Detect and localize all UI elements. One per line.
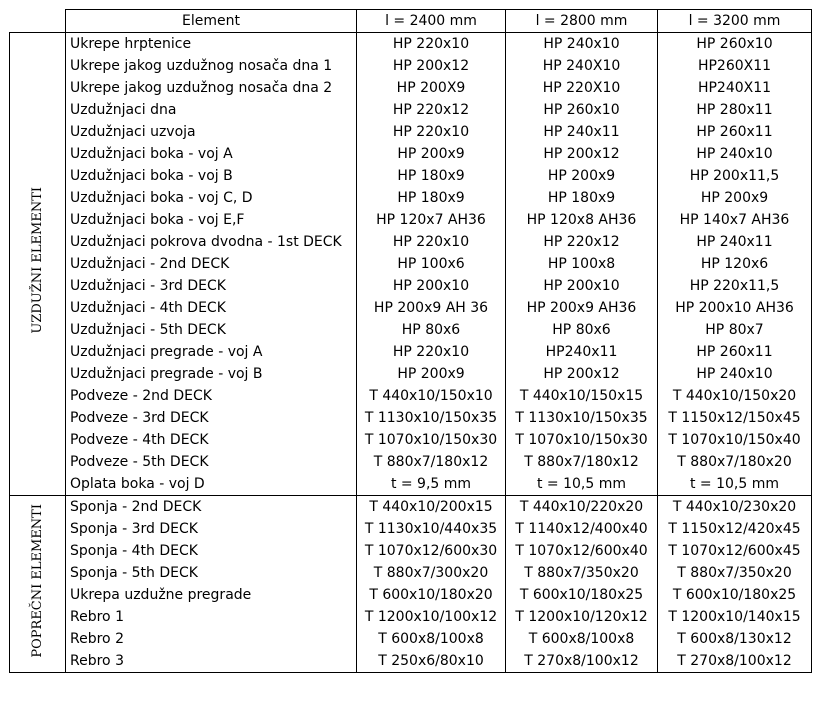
element-name-cell: Sponja - 4th DECK bbox=[66, 540, 357, 562]
dimension-cell: T 270x8/100x12 bbox=[658, 650, 812, 673]
dimension-cell: HP 200x12 bbox=[506, 363, 658, 385]
table-row bbox=[10, 407, 812, 429]
dimension-cell: T 880x7/180x20 bbox=[658, 451, 812, 473]
table-row bbox=[10, 55, 812, 77]
element-name-cell: Rebro 1 bbox=[66, 606, 357, 628]
dimension-cell: HP 120x8 AH36 bbox=[506, 209, 658, 231]
dimension-cell: T 880x7/180x12 bbox=[506, 451, 658, 473]
dimension-cell: HP 200X9 bbox=[357, 77, 506, 99]
table-row bbox=[10, 562, 812, 584]
dimension-cell: HP 200x10 bbox=[506, 275, 658, 297]
dimension-cell: t = 10,5 mm bbox=[506, 473, 658, 496]
table-row bbox=[10, 253, 812, 275]
dimension-cell: HP 180x9 bbox=[357, 187, 506, 209]
dimension-cell: T 880x7/300x20 bbox=[357, 562, 506, 584]
element-name-cell: Uzdužnjaci boka - voj E,F bbox=[66, 209, 357, 231]
table-row bbox=[10, 231, 812, 253]
dimension-cell: HP 100x6 bbox=[357, 253, 506, 275]
element-name-cell: Podveze - 3rd DECK bbox=[66, 407, 357, 429]
element-name-cell: Uzdužnjaci pregrade - voj A bbox=[66, 341, 357, 363]
dimension-cell: HP 200x10 bbox=[357, 275, 506, 297]
dimension-cell: T 1070x10/150x30 bbox=[506, 429, 658, 451]
element-name-cell: Uzdužnjaci - 5th DECK bbox=[66, 319, 357, 341]
dimension-cell: HP 80x6 bbox=[506, 319, 658, 341]
dimension-cell: HP 200x12 bbox=[357, 55, 506, 77]
element-name-cell: Ukrepa uzdužne pregrade bbox=[66, 584, 357, 606]
element-name-cell: Sponja - 5th DECK bbox=[66, 562, 357, 584]
dimension-cell: T 440x10/150x15 bbox=[506, 385, 658, 407]
dimension-cell: t = 10,5 mm bbox=[658, 473, 812, 496]
table-row bbox=[10, 429, 812, 451]
dimension-cell: T 1150x12/420x45 bbox=[658, 518, 812, 540]
dimension-cell: T 440x10/150x10 bbox=[357, 385, 506, 407]
dimension-cell: HP 180x9 bbox=[357, 165, 506, 187]
dimension-cell: HP 80x6 bbox=[357, 319, 506, 341]
dimension-cell: HP 260x11 bbox=[658, 121, 812, 143]
corner-cell bbox=[10, 10, 66, 33]
dimension-cell: T 250x6/80x10 bbox=[357, 650, 506, 673]
dimension-cell: T 1200x10/100x12 bbox=[357, 606, 506, 628]
dimension-cell: T 1070x12/600x30 bbox=[357, 540, 506, 562]
table-row bbox=[10, 275, 812, 297]
element-name-cell: Uzdužnjaci - 4th DECK bbox=[66, 297, 357, 319]
dimension-cell: T 1130x10/150x35 bbox=[506, 407, 658, 429]
dimension-cell: HP 200x9 AH36 bbox=[506, 297, 658, 319]
table-row bbox=[10, 628, 812, 650]
dimension-cell: HP 200x9 bbox=[506, 165, 658, 187]
element-name-cell: Oplata boka - voj D bbox=[66, 473, 357, 496]
dimension-cell: HP 180x9 bbox=[506, 187, 658, 209]
dimension-cell: HP 240x10 bbox=[506, 33, 658, 56]
group-label-cell bbox=[10, 496, 66, 673]
dimension-cell: T 1070x12/600x45 bbox=[658, 540, 812, 562]
element-name-cell: Uzdužnjaci - 2nd DECK bbox=[66, 253, 357, 275]
dimension-cell: HP 220x12 bbox=[506, 231, 658, 253]
dimension-cell: HP260X11 bbox=[658, 55, 812, 77]
table-row bbox=[10, 187, 812, 209]
element-name-cell: Rebro 3 bbox=[66, 650, 357, 673]
dimension-cell: HP 200x12 bbox=[506, 143, 658, 165]
dimension-cell: HP 220x10 bbox=[357, 341, 506, 363]
dimension-cell: HP 260x11 bbox=[658, 341, 812, 363]
dimension-cell: t = 9,5 mm bbox=[357, 473, 506, 496]
dimension-cell: HP 200x9 bbox=[658, 187, 812, 209]
table-row bbox=[10, 33, 812, 56]
dimension-cell: T 1130x10/440x35 bbox=[357, 518, 506, 540]
element-name-cell: Uzdužnjaci boka - voj A bbox=[66, 143, 357, 165]
dimension-cell: T 440x10/230x20 bbox=[658, 496, 812, 519]
dimension-cell: HP 220x12 bbox=[357, 99, 506, 121]
table-row bbox=[10, 584, 812, 606]
dimension-cell: HP 240x10 bbox=[658, 143, 812, 165]
header-length-2400: l = 2400 mm bbox=[357, 10, 506, 33]
dimension-cell: T 440x10/200x15 bbox=[357, 496, 506, 519]
dimension-cell: HP 80x7 bbox=[658, 319, 812, 341]
header-length-3200: l = 3200 mm bbox=[658, 10, 812, 33]
element-name-cell: Podveze - 4th DECK bbox=[66, 429, 357, 451]
dimension-cell: T 600x10/180x25 bbox=[506, 584, 658, 606]
element-name-cell: Podveze - 5th DECK bbox=[66, 451, 357, 473]
group-longitudinal bbox=[10, 33, 812, 496]
dimension-cell: HP 220x11,5 bbox=[658, 275, 812, 297]
dimension-cell: HP 100x8 bbox=[506, 253, 658, 275]
dimension-cell: T 1200x10/140x15 bbox=[658, 606, 812, 628]
element-name-cell: Ukrepe jakog uzdužnog nosača dna 2 bbox=[66, 77, 357, 99]
table-row bbox=[10, 165, 812, 187]
dimension-cell: T 440x10/220x20 bbox=[506, 496, 658, 519]
dimension-cell: HP 200x9 AH 36 bbox=[357, 297, 506, 319]
dimension-cell: HP 120x7 AH36 bbox=[357, 209, 506, 231]
table-row bbox=[10, 385, 812, 407]
dimension-cell: HP 140x7 AH36 bbox=[658, 209, 812, 231]
element-name-cell: Uzdužnjaci boka - voj B bbox=[66, 165, 357, 187]
table-row bbox=[10, 121, 812, 143]
group-label: UZDUŽNI ELEMENTI bbox=[29, 187, 45, 334]
element-name-cell: Sponja - 3rd DECK bbox=[66, 518, 357, 540]
element-name-cell: Uzdužnjaci boka - voj C, D bbox=[66, 187, 357, 209]
element-name-cell: Ukrepe hrptenice bbox=[66, 33, 357, 56]
table-row bbox=[10, 518, 812, 540]
dimension-cell: HP 200x11,5 bbox=[658, 165, 812, 187]
dimension-cell: T 600x8/100x8 bbox=[506, 628, 658, 650]
header-length-2800: l = 2800 mm bbox=[506, 10, 658, 33]
dimension-cell: T 1070x12/600x40 bbox=[506, 540, 658, 562]
dimension-cell: T 880x7/350x20 bbox=[506, 562, 658, 584]
element-name-cell: Rebro 2 bbox=[66, 628, 357, 650]
table-row bbox=[10, 319, 812, 341]
table-row bbox=[10, 99, 812, 121]
dimension-cell: HP 220x10 bbox=[357, 121, 506, 143]
dimension-cell: HP 260x10 bbox=[506, 99, 658, 121]
dimension-cell: HP 240X10 bbox=[506, 55, 658, 77]
element-name-cell: Uzdužnjaci pregrade - voj B bbox=[66, 363, 357, 385]
table-row bbox=[10, 540, 812, 562]
table-row bbox=[10, 297, 812, 319]
dimension-cell: HP 220X10 bbox=[506, 77, 658, 99]
dimension-cell: T 880x7/350x20 bbox=[658, 562, 812, 584]
dimension-cell: HP240x11 bbox=[506, 341, 658, 363]
element-name-cell: Uzdužnjaci uzvoja bbox=[66, 121, 357, 143]
dimension-cell: T 600x8/130x12 bbox=[658, 628, 812, 650]
dimension-cell: HP 200x10 AH36 bbox=[658, 297, 812, 319]
element-name-cell: Sponja - 2nd DECK bbox=[66, 496, 357, 519]
dimension-cell: HP 200x9 bbox=[357, 143, 506, 165]
dimension-cell: T 1150x12/150x45 bbox=[658, 407, 812, 429]
dimension-cell: T 600x10/180x25 bbox=[658, 584, 812, 606]
dimension-cell: HP 240x11 bbox=[658, 231, 812, 253]
group-label-cell bbox=[10, 33, 66, 496]
table-row bbox=[10, 650, 812, 673]
dimension-cell: T 1070x10/150x40 bbox=[658, 429, 812, 451]
table-row bbox=[10, 209, 812, 231]
table-row bbox=[10, 606, 812, 628]
table-row bbox=[10, 451, 812, 473]
element-name-cell: Ukrepe jakog uzdužnog nosača dna 1 bbox=[66, 55, 357, 77]
dimension-cell: HP240X11 bbox=[658, 77, 812, 99]
element-name-cell: Uzdužnjaci dna bbox=[66, 99, 357, 121]
dimension-cell: T 880x7/180x12 bbox=[357, 451, 506, 473]
dimension-cell: T 600x8/100x8 bbox=[357, 628, 506, 650]
table-row bbox=[10, 363, 812, 385]
group-transverse bbox=[10, 496, 812, 673]
table-header-row bbox=[10, 10, 812, 33]
dimension-cell: HP 120x6 bbox=[658, 253, 812, 275]
dimension-cell: HP 280x11 bbox=[658, 99, 812, 121]
dimension-cell: HP 240x11 bbox=[506, 121, 658, 143]
element-name-cell: Uzdužnjaci pokrova dvodna - 1st DECK bbox=[66, 231, 357, 253]
dimension-cell: T 1140x12/400x40 bbox=[506, 518, 658, 540]
dimension-cell: HP 220x10 bbox=[357, 231, 506, 253]
dimension-cell: T 600x10/180x20 bbox=[357, 584, 506, 606]
dimension-cell: HP 240x10 bbox=[658, 363, 812, 385]
element-name-cell: Uzdužnjaci - 3rd DECK bbox=[66, 275, 357, 297]
dimension-cell: HP 260x10 bbox=[658, 33, 812, 56]
table-row bbox=[10, 77, 812, 99]
dimension-cell: T 270x8/100x12 bbox=[506, 650, 658, 673]
dimension-cell: T 1200x10/120x12 bbox=[506, 606, 658, 628]
header-element: Element bbox=[66, 10, 357, 33]
dimension-cell: T 440x10/150x20 bbox=[658, 385, 812, 407]
table-row bbox=[10, 143, 812, 165]
table-row bbox=[10, 496, 812, 519]
dimension-cell: T 1070x10/150x30 bbox=[357, 429, 506, 451]
group-label: POPREČNI ELEMENTI bbox=[29, 503, 45, 658]
dimension-cell: HP 200x9 bbox=[357, 363, 506, 385]
dimension-cell: HP 220x10 bbox=[357, 33, 506, 56]
table-row bbox=[10, 473, 812, 496]
dimension-cell: T 1130x10/150x35 bbox=[357, 407, 506, 429]
structural-elements-table bbox=[9, 9, 812, 673]
table-row bbox=[10, 341, 812, 363]
element-name-cell: Podveze - 2nd DECK bbox=[66, 385, 357, 407]
